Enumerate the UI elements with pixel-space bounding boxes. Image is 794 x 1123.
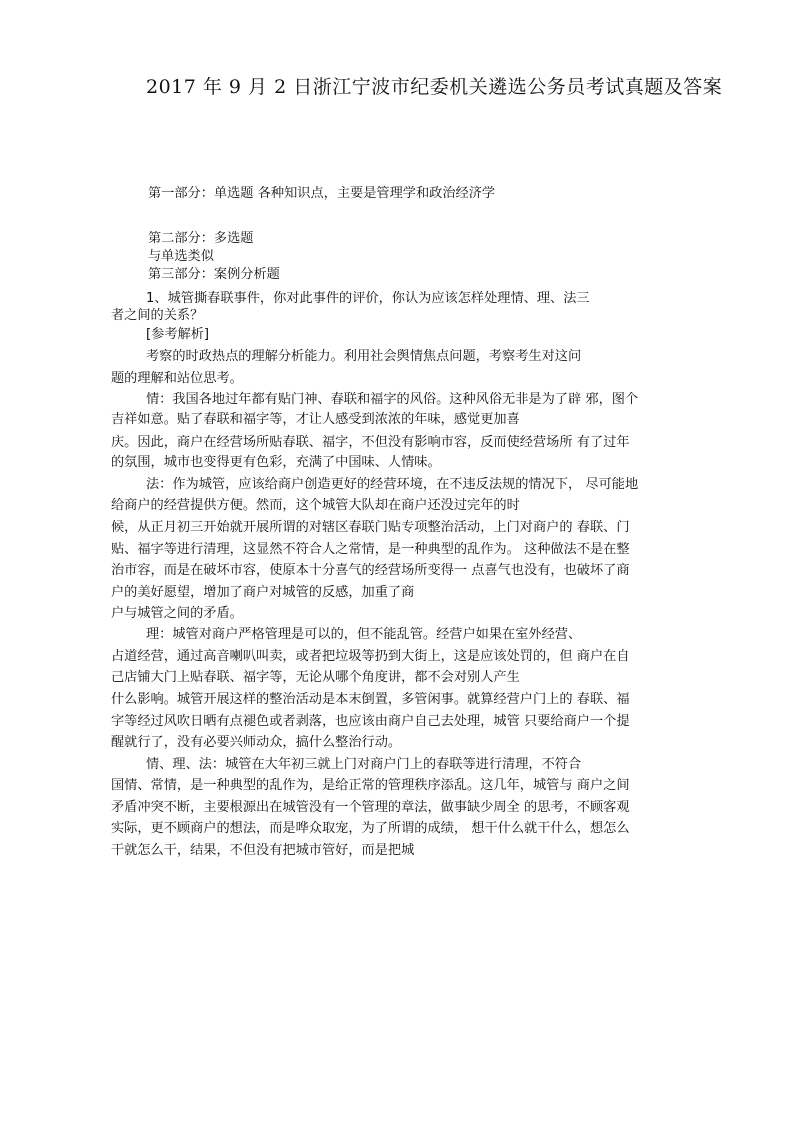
text-line: 贴、福字等进行清理，这显然不符合人之常情，是一种典型的乱作为。 这种做法不是在整 (111, 542, 630, 557)
text-line: 法：作为城管，应该给商户创造更好的经营环境，在不违反法规的情况下， 尽可能地 (146, 477, 639, 492)
text-line: [参考解析] (146, 327, 210, 342)
text-line: 考察的时政热点的理解分析能力。利用社会舆情焦点问题，考察考生对这问 (146, 349, 582, 364)
text-line: 情、理、法：城管在大年初三就上门对商户门上的春联等进行清理，不符合 (146, 757, 582, 772)
text-line: 什么影响。城管开展这样的整治活动是本末倒置，多管闲事。就算经营户门上的 春联、福 (111, 692, 630, 707)
text-line: 给商户的经营提供方便。然而，这个城管大队却在商户还没过完年的时 (111, 498, 520, 513)
text-line: 庆。因此，商户在经营场所贴春联、福字，不但没有影响市容，反而使经营场所 有了过年 (111, 435, 630, 450)
text-line: 者之间的关系？ (111, 308, 204, 323)
text-line: 理：城管对商户严格管理是可以的，但不能乱管。经营户如果在室外经营、 (146, 627, 582, 642)
text-line: 的氛围，城市也变得更有色彩，充满了中国味、人情味。 (111, 455, 441, 470)
text-line: 实际，更不顾商户的想法，而是哗众取宠，为了所谓的成绩， 想干什么就干什么，想怎么 (111, 821, 630, 836)
text-line: 与单选类似 (148, 249, 214, 264)
text-line: 户与城管之间的矛盾。 (111, 606, 243, 621)
text-line: 治市容，而是在破坏市容，使原本十分喜气的经营场所变得一 点喜气也没有，也破坏了商 (111, 563, 630, 578)
text-line: 国情、常情，是一种典型的乱作为，是给正常的管理秩序添乱。这几年，城管与 商户之间 (111, 778, 630, 793)
text-line: 矛盾冲突不断，主要根源出在城管没有一个管理的章法，做事缺少周全 的思考，不顾客观 (111, 800, 630, 815)
text-line: 情：我国各地过年都有贴门神、春联和福字的风俗。这种风俗无非是为了辟 邪，图个 (146, 392, 639, 407)
text-line: 候，从正月初三开始就开展所谓的对辖区春联门贴专项整治活动，上门对商户的 春联、门 (111, 520, 630, 535)
text-line: 1、城管撕春联事件，你对此事件的评价，你认为应该怎样处理情、理、法三 (146, 291, 590, 306)
text-line: 占道经营，通过高音喇叭叫卖，或者把垃圾等扔到大街上，这是应该处罚的，但 商户在自 (111, 649, 630, 664)
text-line: 第一部分：单选题 各种知识点，主要是管理学和政治经济学 (148, 186, 496, 201)
page-title: 2017 年 9 月 2 日浙江宁波市纪委机关遴选公务员考试真题及答案 (146, 76, 723, 98)
text-line: 干就怎么干，结果，不但没有把城市管好，而是把城 (111, 843, 415, 858)
text-line: 吉祥如意。贴了春联和福字等，才让人感受到浓浓的年味，感觉更加喜 (111, 412, 520, 427)
text-line: 字等经过风吹日晒有点褪色或者剥落，也应该由商户自己去处理，城管 只要给商户一个提 (111, 714, 630, 729)
text-line: 第二部分：多选题 (148, 231, 254, 246)
text-line: 醒就行了，没有必要兴师动众，搞什么整治行动。 (111, 735, 402, 750)
text-line: 户的美好愿望，增加了商户对城管的反感，加重了商 (111, 585, 415, 600)
text-line: 题的理解和站位思考。 (111, 371, 243, 386)
text-line: 己店铺大门上贴春联、福字等，无论从哪个角度讲，都不会对别人产生 (111, 670, 520, 685)
text-line: 第三部分：案例分析题 (148, 267, 280, 282)
